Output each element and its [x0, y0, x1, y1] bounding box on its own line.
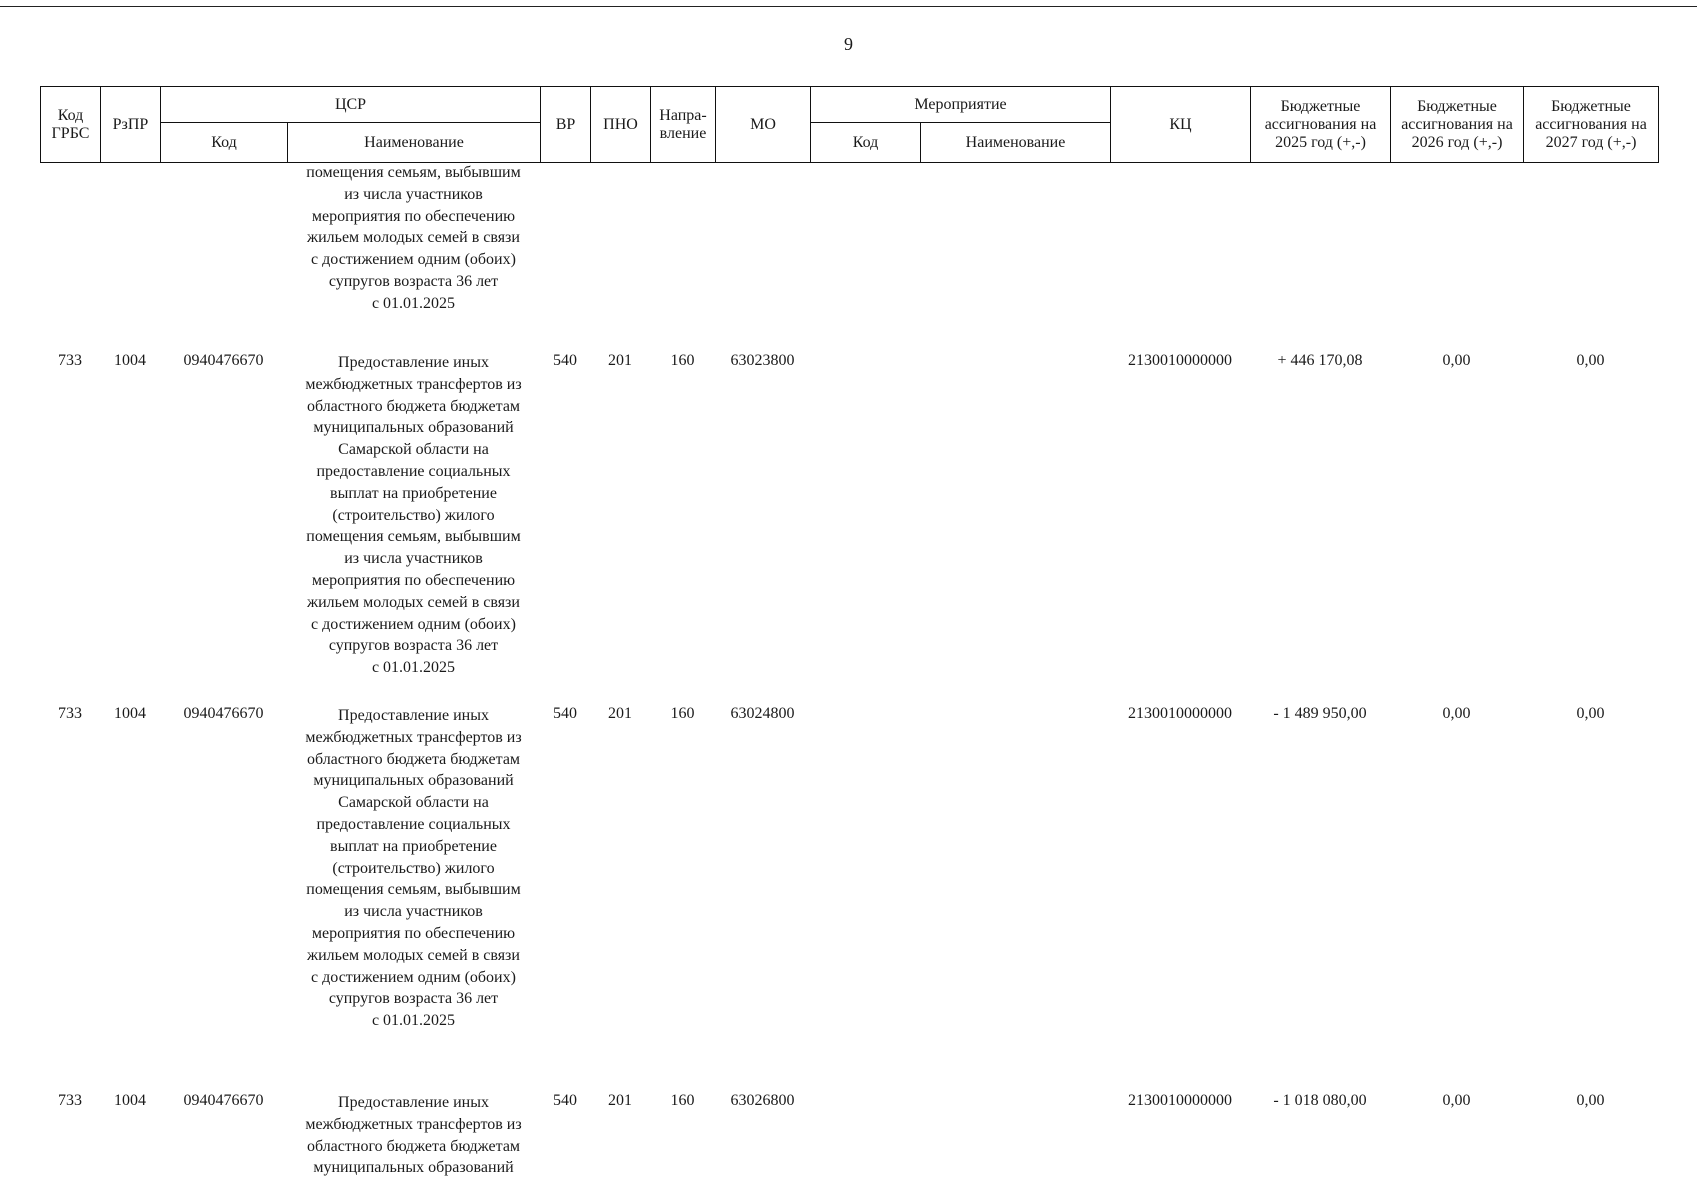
- name-cell: [287, 162, 540, 315]
- header-meropriyatie: Мероприятие: [811, 87, 1111, 123]
- cell-rzpr: 1004: [114, 352, 146, 369]
- name-line: с достижением одним (обоих): [311, 615, 516, 633]
- header-pno: ПНО: [591, 87, 651, 163]
- cell-budget-2027: 0,00: [1576, 1092, 1605, 1109]
- header-budget-2026: Бюджетные ассигнования на 2026 год (+,-): [1391, 87, 1524, 163]
- page-number: 9: [844, 34, 853, 54]
- name-cell: [287, 352, 540, 679]
- name-line: супругов возраста 36 лет: [328, 637, 499, 655]
- cell-csr-kod: 0940476670: [183, 1092, 264, 1109]
- cell-budget-2027: 0,00: [1576, 352, 1605, 369]
- name-line: помещения семьям, выбывшим: [306, 528, 521, 546]
- name-line: из числа участников: [344, 903, 483, 921]
- name-line: Предоставление иных: [338, 707, 489, 724]
- cell-mo: 63023800: [730, 352, 795, 369]
- name-line: (строительство) жилого: [332, 859, 495, 877]
- column-header-table: [40, 86, 1659, 163]
- header-meropriyatie-name: Наименование: [921, 123, 1111, 163]
- name-line: муниципальных образований: [313, 772, 514, 790]
- name-line: жильем молодых семей в связи: [307, 593, 520, 611]
- cell-budget-2026: 0,00: [1442, 352, 1471, 369]
- name-line: супругов возраста 36 лет: [328, 272, 499, 290]
- name-line: межбюджетных трансфертов из: [305, 728, 522, 746]
- cell-budget-2026: 0,00: [1442, 705, 1471, 722]
- name-line: с достижением одним (обоих): [311, 968, 516, 986]
- name-line: муниципальных образований: [313, 419, 514, 437]
- name-line: муниципальных образований: [313, 1159, 514, 1177]
- cell-vr: 540: [553, 352, 577, 369]
- name-line: с 01.01.2025: [371, 1012, 456, 1030]
- header-budget-2027: Бюджетные ассигнования на 2027 год (+,-): [1524, 87, 1659, 163]
- cell-napravlenie: 160: [670, 705, 695, 722]
- name-line: предоставление социальных: [316, 815, 511, 833]
- name-line: областного бюджета бюджетам: [306, 397, 521, 415]
- header-kc: КЦ: [1111, 87, 1251, 163]
- cell-pno: 201: [608, 1092, 632, 1109]
- header-kod-grbs: Код ГРБС: [41, 87, 101, 163]
- cell-pno: 201: [608, 352, 632, 369]
- cell-grbs: 733: [58, 352, 82, 369]
- name-line: Предоставление иных: [338, 1094, 489, 1111]
- header-vr: ВР: [541, 87, 591, 163]
- cell-mo: 63024800: [730, 705, 795, 722]
- cell-grbs: 733: [58, 705, 82, 722]
- cell-budget-2025: + 446 170,08: [1277, 352, 1363, 369]
- header-napravlenie: Напра-вление: [651, 87, 716, 163]
- header-meropriyatie-kod: Код: [811, 123, 921, 163]
- name-line: (строительство) жилого: [332, 506, 495, 524]
- name-line: межбюджетных трансфертов из: [305, 1115, 522, 1133]
- name-line: мероприятия по обеспечению: [311, 924, 516, 942]
- cell-kc: 2130010000000: [1128, 1092, 1232, 1109]
- name-line: Самарской области на: [338, 794, 489, 812]
- cell-csr-kod: 0940476670: [183, 352, 264, 369]
- name-line: жильем молодых семей в связи: [307, 229, 520, 247]
- cell-rzpr: 1004: [114, 1092, 146, 1109]
- name-line: помещения семьям, выбывшим: [306, 164, 521, 181]
- name-line: областного бюджета бюджетам: [306, 1137, 521, 1155]
- header-csr: ЦСР: [161, 87, 541, 123]
- name-line: выплат на приобретение: [330, 484, 497, 502]
- name-line: с 01.01.2025: [371, 659, 456, 677]
- name-cell: [287, 705, 540, 1032]
- cell-grbs: 733: [58, 1092, 82, 1109]
- name-line: межбюджетных трансфертов из: [305, 375, 522, 393]
- name-line: супругов возраста 36 лет: [328, 990, 499, 1008]
- name-line: жильем молодых семей в связи: [307, 946, 520, 964]
- cell-csr-kod: 0940476670: [183, 705, 264, 722]
- name-line: предоставление социальных: [316, 462, 511, 480]
- cell-vr: 540: [553, 705, 577, 722]
- cell-budget-2025: - 1 018 080,00: [1273, 1092, 1367, 1109]
- top-rule: [0, 6, 1697, 7]
- name-line: областного бюджета бюджетам: [306, 750, 521, 768]
- cell-mo: 63026800: [730, 1092, 795, 1109]
- cell-pno: 201: [608, 705, 632, 722]
- header-budget-2025: Бюджетные ассигнования на 2025 год (+,-): [1251, 87, 1391, 163]
- cell-budget-2026: 0,00: [1442, 1092, 1471, 1109]
- name-line: из числа участников: [344, 550, 483, 568]
- cell-napravlenie: 160: [670, 352, 695, 369]
- cell-kc: 2130010000000: [1128, 352, 1232, 369]
- cell-napravlenie: 160: [670, 1092, 695, 1109]
- cell-budget-2025: - 1 489 950,00: [1273, 705, 1367, 722]
- header-csr-kod: Код: [161, 123, 288, 163]
- name-line: Предоставление иных: [338, 354, 489, 371]
- name-line: мероприятия по обеспечению: [311, 571, 516, 589]
- name-line: мероприятия по обеспечению: [311, 207, 516, 225]
- cell-kc: 2130010000000: [1128, 705, 1232, 722]
- name-cell: [287, 1092, 540, 1179]
- cell-rzpr: 1004: [114, 705, 146, 722]
- header-mo: МО: [716, 87, 811, 163]
- name-line: с 01.01.2025: [371, 294, 456, 312]
- cell-budget-2027: 0,00: [1576, 705, 1605, 722]
- header-rzpr: РзПР: [101, 87, 161, 163]
- header-csr-name: Наименование: [288, 123, 541, 163]
- name-line: помещения семьям, выбывшим: [306, 881, 521, 899]
- name-line: с достижением одним (обоих): [311, 251, 516, 269]
- name-line: выплат на приобретение: [330, 837, 497, 855]
- cell-vr: 540: [553, 1092, 577, 1109]
- name-line: Самарской области на: [338, 441, 489, 459]
- name-line: из числа участников: [344, 185, 483, 203]
